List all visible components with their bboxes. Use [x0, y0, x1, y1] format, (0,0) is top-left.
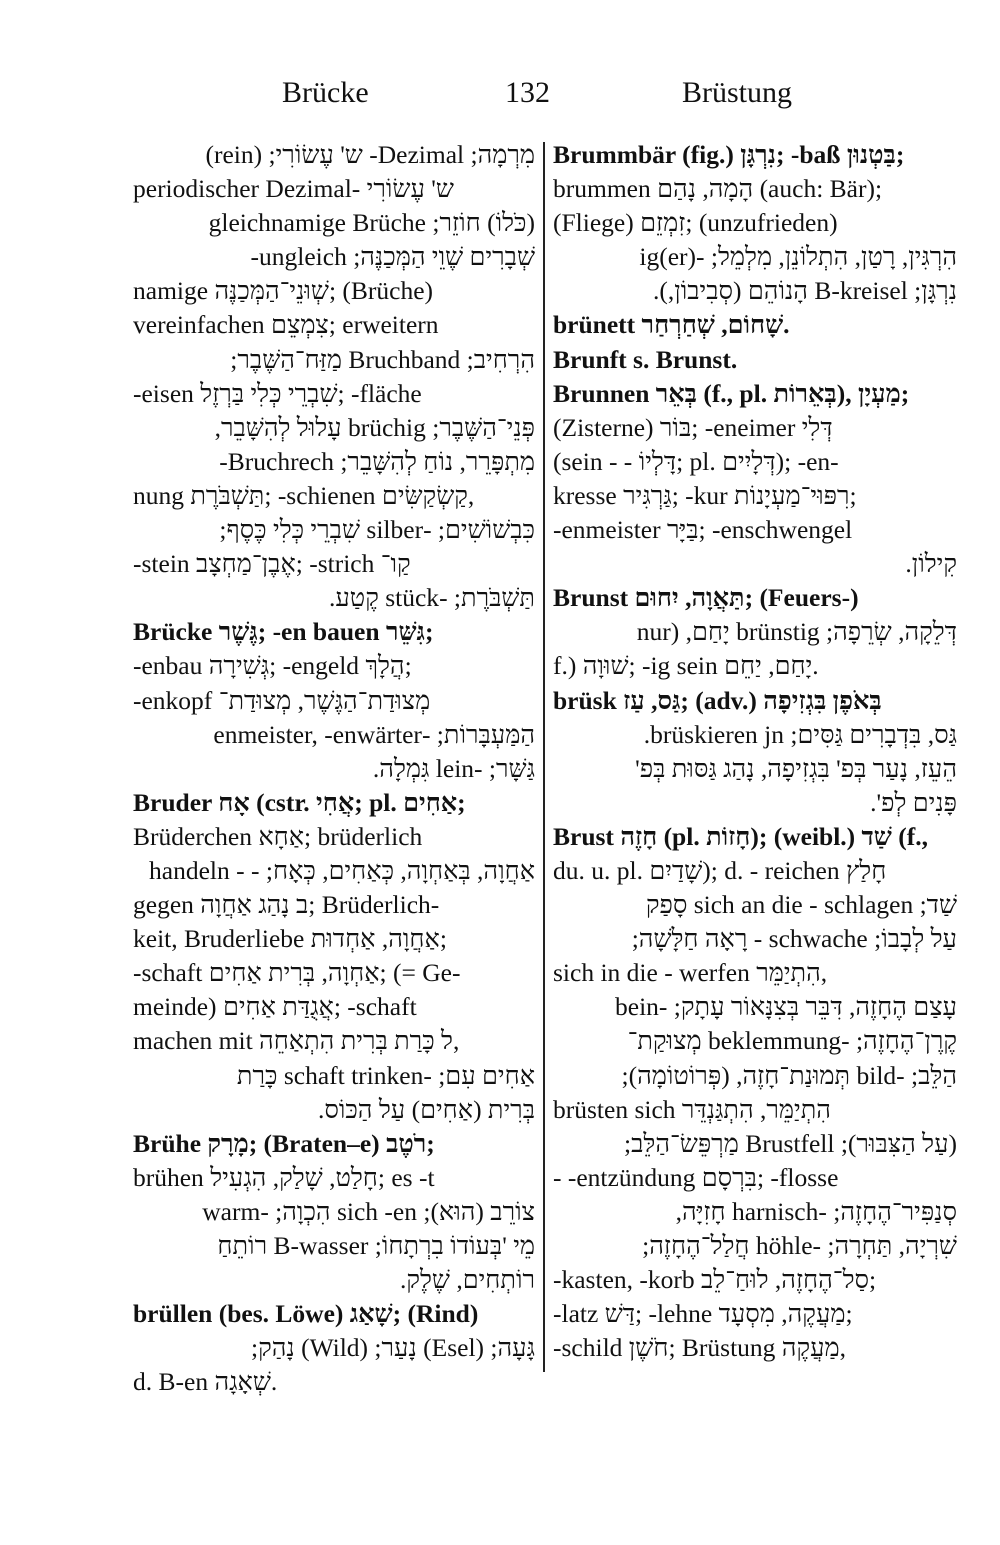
dictionary-line: brüllen (bes. Löwe) שָׁאַג; (Rind) — [133, 1299, 479, 1329]
dictionary-line: periodischer Dezimal- ש' עֶשׂוֹרִי — [133, 174, 454, 204]
dictionary-line: kresse גַּרְגִּיר; -kur רִפּוּי־מַעְיָנוֹת; — [553, 480, 857, 510]
dictionary-line: Brühe מָרָק; (Braten–e) רֹטֶב; — [133, 1128, 435, 1158]
dictionary-line: הִרְחִיב; Bruchband מַזַּח־הַשֶּׁבֶר; — [230, 344, 535, 374]
dictionary-line: -kasten, -korb סַל־הֶחָזֶה, לוּחַ־לֵב; — [553, 1265, 877, 1295]
dictionary-line: שִׁרְיָה, תַּחְרָה; -höhle חֲלַל־הֶחָזֶה; — [642, 1231, 957, 1260]
dictionary-line: Brücke גֶּשֶׁר; -en bauen גִּשֵּׁר; — [133, 617, 434, 647]
dictionary-line: הַלֵּב; -bild תְּמוּנַת־חָזֶה, (פְּרוֹטוֹמָה); — [621, 1060, 957, 1090]
dictionary-line: דְּלֵקָה, שְׂרֵפָה; brünstig יָחַם, (nur — [636, 617, 957, 647]
dictionary-line: -latz דַּשׁ; -lehne מַעֲקֶה, מִסְעָד; — [553, 1299, 853, 1329]
dictionary-line: צוֹרֵב (הוּא); sich -en הִכְוָה; -warm — [202, 1196, 535, 1226]
page-number: 132 — [505, 76, 550, 109]
dictionary-line: Brust חָזֶה (pl. חָזוֹת); (weibl.) שַׁד (f., — [553, 821, 928, 851]
dictionary-line: d. B-en שְׁאָגָה. — [133, 1367, 278, 1397]
dictionary-line: machen mit ל כָּרַת בְּרִית הִתְאַחֵה, — [133, 1026, 460, 1056]
dictionary-line: gegen ב נָהַג אַחֲוָה; Brüderlich- — [133, 890, 440, 920]
left-column — [133, 138, 535, 1518]
dictionary-line: -eisen שִׁבְרֵי כְּלִי בַּרְזֶל; -fläche — [133, 378, 422, 408]
dictionary-line: brüsten sich הִתְיַמֵּר, הִתְגַּנְדֵּר — [553, 1094, 831, 1124]
dictionary-line: brummen הָמָה, נָהַם (auch: Bär); — [553, 174, 883, 204]
dictionary-line: -enmeister בַּיָּר; -enschwengel — [553, 515, 853, 545]
dictionary-line: קִילוֹן. — [905, 549, 957, 579]
dictionary-line: Brunst תַּאֲוָה, יִחוּם; (Feuers-) — [553, 583, 859, 613]
dictionary-line: מִתְפָּרֵר, נוֹחַ לְהִשָּׁבֵר; Bruchrech- — [219, 446, 535, 476]
dictionary-line: brühen חָלַט, שָׁלַק, הִגְעִיל; es -t — [133, 1162, 435, 1192]
column-divider — [543, 142, 545, 1372]
dictionary-line: Brüderchen אַחָא; brüderlich — [133, 821, 423, 851]
dictionary-line: כִּבְשׁוֹשִׁים; -silber שִׁבְרֵי כְּלִי כֶּסֶף; — [219, 515, 535, 545]
dictionary-line: עַל לְבָבוֹ; schwache - רָאָה חַלָּשָׁה; — [631, 924, 957, 954]
dictionary-line: namige שְׁוּנֵי־הַמְּכַנֶּה; (Brüche) — [133, 276, 434, 306]
dictionary-line: du. u. pl. שָׁדַיִם); d. - reichen חָלַץ — [553, 855, 887, 885]
dictionary-line: עָצַם הֶחָזֶה, דִּבֵּר בְּצִנָּאוֹר עָתָק; -bein — [615, 992, 957, 1022]
dictionary-line: קֶרֶן־הֶחָזֶה; -beklemmung מְצוּקַת־ — [627, 1026, 957, 1056]
dictionary-line: -schild חֹשֶׁן; Brüstung מַעֲקֶה, — [553, 1333, 847, 1363]
dictionary-line: שַׁד; sich an die - schlagen סָפַק — [645, 890, 957, 920]
dictionary-line: f.) שׁוּוָה; -ig sein יָחַם, יַחֵם. — [553, 651, 819, 681]
left-guide-word: Brücke — [282, 76, 369, 109]
dictionary-line: גָּעָה; (Esel) נָעַר; (Wild) נָהַק; — [251, 1333, 535, 1363]
dictionary-line: הִרְגִּין, רָטַן, הִתְלוֹנֵן, מִלְמֵל; -ig(er) — [639, 242, 957, 272]
dictionary-line: meinde) אֲגֻדַּת אַחִים; -schaft — [133, 992, 417, 1022]
dictionary-line: sich in die - werfen הִתְיַמֵּר, — [553, 958, 828, 988]
dictionary-line: (Zisterne) בּוֹר; -eneimer דְּלִי — [553, 412, 833, 442]
right-column — [553, 138, 957, 1518]
dictionary-line: Brunft s. Brunst. — [553, 344, 738, 374]
dictionary-line: סְנַפִּיר־הֶחָזֶה; -harnisch חָזִיָּה, — [675, 1196, 957, 1226]
dictionary-line: פְּנֵי־הַשֶּׁבֶר; brüchig עָלוּל לְהִשָּׁבֵר, — [214, 412, 535, 442]
dictionary-line: Brunnen בְּאֵר (f., pl. בְּאֵרוֹת), מַעְיָן; — [553, 378, 910, 408]
dictionary-line: אַחִים עִם; -schaft trinken כָּרַת — [236, 1060, 535, 1090]
dictionary-line: brüsk גַּס, עַז; (adv.) בְּאֹפֶן בִּגְזִיפָה — [553, 685, 882, 715]
dictionary-line: -enkopf מְצוּדַת־הַגֶּשֶׁר, מְצוּדַת־ — [133, 685, 431, 715]
dictionary-line: -enbau גְּשִׁירָה; -engeld הֲלָךְ; — [133, 651, 412, 681]
dictionary-line: brünett שָׁחוֹם, שְׁחַרְחַר. — [553, 310, 790, 340]
dictionary-line: הֵעֵז, נָעַר בְּפ' בִּגְזִיפָה, נָהַג גַּסּוּת בְּפ' — [635, 753, 957, 783]
page-header — [0, 70, 1000, 120]
dictionary-line: גַּשָּׁר; -lein גִּמְלָה. — [372, 753, 535, 783]
dictionary-line: Brummbär (fig.) נִרְגָּן; -baß בַּטְנוּן; — [553, 140, 905, 169]
dictionary-line: תַּשְׁבֹּרֶת; -stück קֶטַע. — [329, 583, 535, 613]
dictionary-line: הַמַּעְבָּרוֹת; -enmeister, -enwärter — [213, 719, 535, 749]
dictionary-line: פָּנִים לְפ'. — [870, 787, 957, 817]
dictionary-line: vereinfachen צִמְצֵם; erweitern — [133, 310, 439, 340]
dictionary-line: -stein אֶבֶן־מַחְצָב; -strich קַו־ — [133, 549, 411, 579]
dictionary-line: מֵי 'בְּעוֹדוֹ בִרְתָחוֹ; B-wasser רוֹתֵחַ — [217, 1231, 535, 1260]
dictionary-line: שְׁבָרִים שֶׁוֵי הַמְּכַנֶּה; ungleich- — [250, 242, 535, 272]
dictionary-line: (עַל הַצִּבּוּר); Brustfell מַרְפֵּשׂ־הַלֵּב; — [624, 1128, 957, 1158]
dictionary-line: keit, Bruderliebe אַחֲוָה, אַחְדוּת; — [133, 924, 447, 954]
dictionary-line: Bruder אָח (cstr. אֲחִי; pl. אַחִים; — [133, 787, 466, 817]
dictionary-line: אַחֲוָה, בְּאַחְוָה, כְּאַחִים, כְּאָח; - - handeln — [149, 855, 535, 885]
dictionary-line: nung תַּשְׁבֹּרֶת; -schienen קַשְׂקַשִּׂים, — [133, 480, 475, 510]
dictionary-line: -schaft אַחְוָה, בְּרִית אַחִים; (= Ge- — [133, 958, 461, 988]
dictionary-line: בְּרִית (אַחִים) עַל הַכּוֹס. — [317, 1094, 535, 1124]
dictionary-line: נִרְגָּן; B-kreisel הָנוֹהֵם (סְבִיבוֹן,). — [652, 276, 957, 306]
dictionary-line: (sein - - דָּלְיוֹ; pl. דְּלָיִים); -en- — [553, 446, 839, 476]
dictionary-line: (כֹּלוֹ) חוֹזֵר; gleichnamige Brüche — [208, 208, 535, 238]
dictionary-line: - -entzündung בִּרְסָם; -flosse — [553, 1162, 839, 1192]
dictionary-line: גַּס, בִּדְבָרִים גַּסִּים; brüskieren jn. — [643, 719, 957, 749]
dictionary-line: (Fliege) זִמְזֵם; (unzufrieden) — [553, 208, 838, 238]
right-guide-word: Brüstung — [682, 76, 793, 109]
dictionary-line: מִרְמָה; Dezimal- ש' עֶשׂוֹרִי; (rein) — [205, 140, 535, 169]
dictionary-line: רוֹתְחִים, שֶׁלֶק. — [399, 1265, 535, 1295]
